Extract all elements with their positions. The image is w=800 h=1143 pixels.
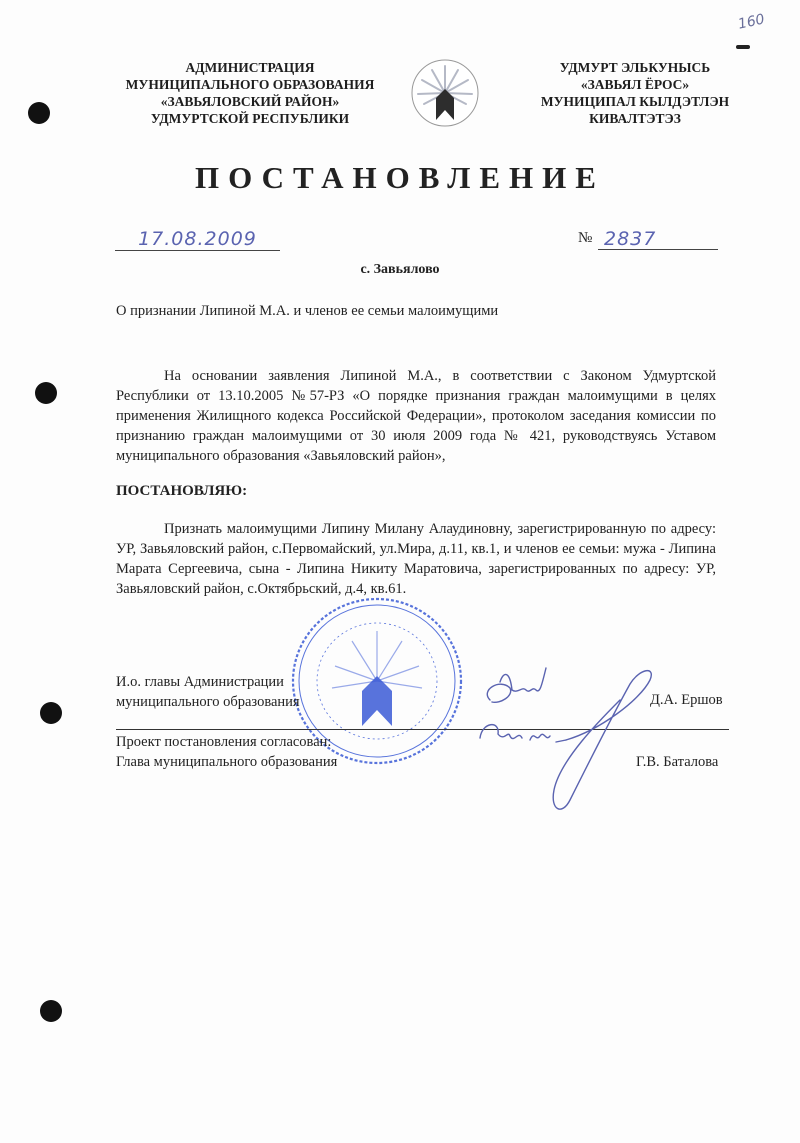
binder-hole bbox=[40, 1000, 62, 1022]
page-number: 160 bbox=[736, 11, 767, 33]
signature-block-2 bbox=[116, 732, 337, 772]
subject: О признании Липиной М.А. и членов ее семьи малоимущими bbox=[116, 303, 499, 319]
preamble-paragraph: На основании заявления Липиной М.А., в соответствии с Законом Удмуртской Республики от 13.10.2005 №57-РЗ «О порядке признания граждан малоимущими в целях применения Жилищного кодекса Российской Федерации», протоколом заседания комиссии по признанию граждан малоимущими от 30 июля 2009 года № 421, руководствуясь Уставом муниципального образования «Завьяловский район», bbox=[116, 368, 716, 464]
header-line: МУНИЦИПАЛЬНОГО ОБРАЗОВАНИЯ bbox=[125, 77, 375, 92]
document-date: 17.08.2009 bbox=[115, 228, 280, 251]
signer-name: Д.А. Ершов bbox=[650, 692, 723, 708]
decree-heading: ПОСТАНОВЛЯЮ: bbox=[116, 483, 248, 499]
header-line: УДМУРТ ЭЛЬКУНЫСЬ bbox=[559, 60, 711, 75]
binder-hole bbox=[40, 702, 62, 724]
document-title: ПОСТАНОВЛЕНИЕ bbox=[195, 160, 605, 195]
header-line: КИВАЛТЭТЭЗ bbox=[589, 111, 681, 126]
signature-block-1 bbox=[116, 672, 300, 712]
header-left bbox=[100, 59, 400, 127]
emblem-icon bbox=[410, 58, 480, 128]
header-line: УДМУРТСКОЙ РЕСПУБЛИКИ bbox=[150, 111, 350, 126]
decision-paragraph: Признать малоимущими Липину Милану Алаудиновну, зарегистрированную по адресу: УР, Завьяловский район, с.Первомайский, ул.Мира, д.11, кв.1, и членов ее семьи: мужа - Липина Марата Сергеевича, сына - Липина Никиту Маратовича, зарегистрированных по адресу: УР, Завьяловский район, с.Октябрьский, д.4, кв.61. bbox=[116, 521, 716, 597]
header-right bbox=[505, 59, 765, 127]
header-line: «ЗАВЬЯЛ ЁРОС» bbox=[580, 77, 690, 92]
header-line: АДМИНИСТРАЦИЯ bbox=[185, 60, 315, 75]
binder-hole bbox=[35, 382, 57, 404]
place: с. Завьялово bbox=[360, 262, 440, 277]
signer-position: И.о. главы Администрации bbox=[116, 674, 284, 690]
handwritten-signatures bbox=[470, 660, 710, 820]
mark bbox=[736, 45, 750, 49]
header-line: «ЗАВЬЯЛОВСКИЙ РАЙОН» bbox=[160, 94, 340, 109]
document-number: 2837 bbox=[598, 228, 718, 250]
approver-position: Глава муниципального образования bbox=[116, 754, 338, 770]
signer-position: муниципального образования bbox=[116, 694, 300, 710]
approver-position: Проект постановления согласован: bbox=[116, 734, 332, 750]
number-label: № bbox=[578, 230, 593, 246]
binder-hole bbox=[28, 102, 50, 124]
approver-name: Г.В. Баталова bbox=[636, 754, 719, 770]
header-line: МУНИЦИПАЛ КЫЛДЭТЛЭН bbox=[540, 94, 730, 109]
